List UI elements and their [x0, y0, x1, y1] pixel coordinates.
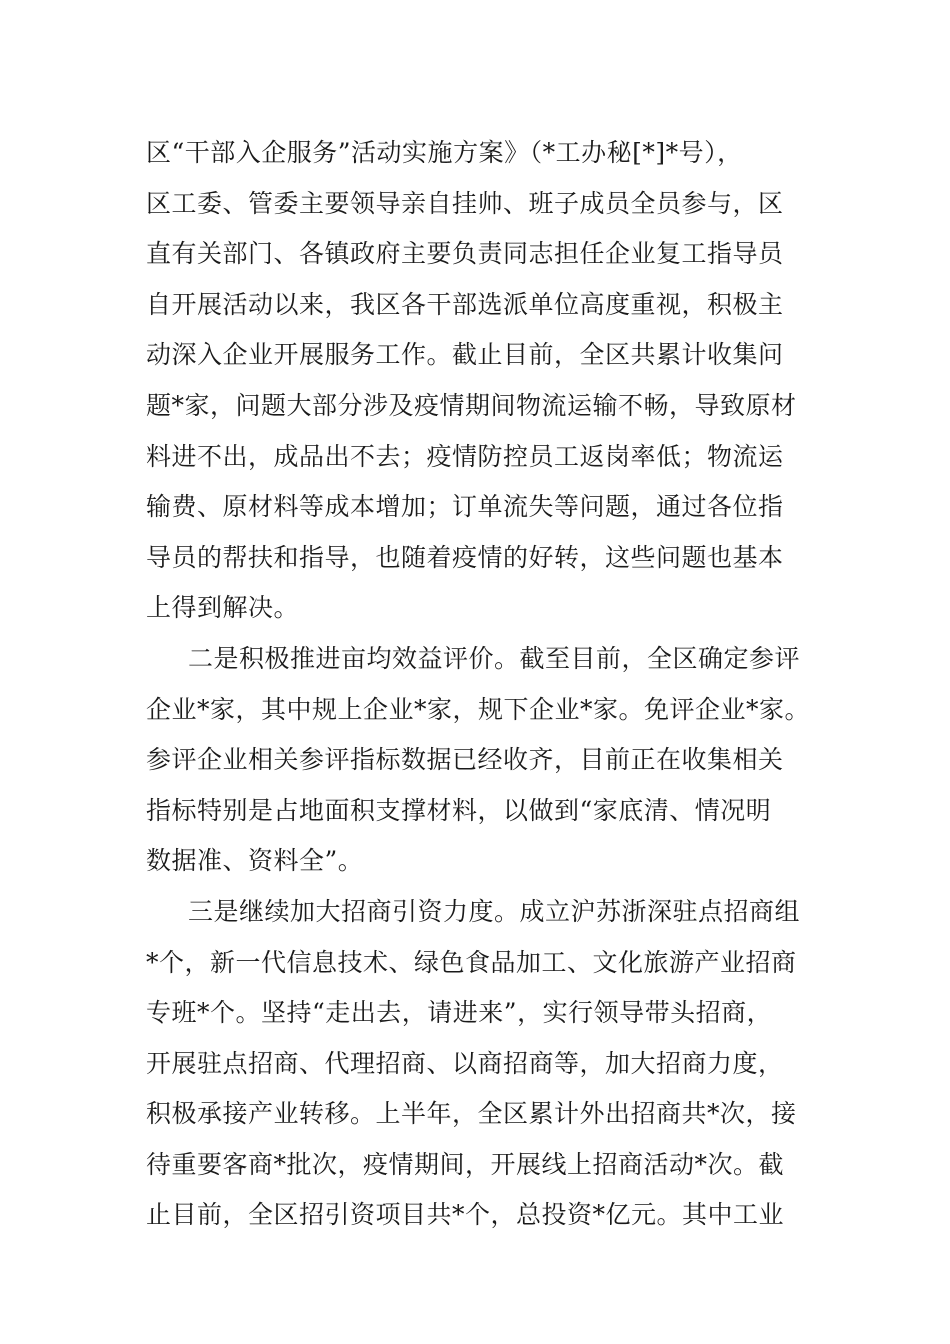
text-line: 专班*个。坚持“走出去，请进来”，实行领导带头招商，: [146, 998, 773, 1028]
text-line: 积极承接产业转移。上半年，全区累计外出招商共*次，接: [146, 1099, 797, 1129]
text-line: 待重要客商*批次，疫情期间，开展线上招商活动*次。截: [146, 1149, 785, 1179]
text-line: 自开展活动以来，我区各干部选派单位高度重视，积极主: [146, 289, 784, 319]
text-line: 参评企业相关参评指标数据已经收齐，目前正在收集相关: [146, 745, 784, 775]
text-line: 企业*家，其中规上企业*家，规下企业*家。免评企业*家。: [146, 694, 811, 724]
text-line: 上得到解决。: [146, 593, 300, 623]
text-line: 区工委、管委主要领导亲自挂帅、班子成员全员参与，区: [146, 188, 784, 218]
text-line: 止目前，全区招引资项目共*个，总投资*亿元。其中工业: [146, 1200, 785, 1230]
text-line: *个，新一代信息技术、绿色食品加工、文化旅游产业招商: [146, 947, 797, 977]
text-line: 开展驻点招商、代理招商、以商招商等，加大招商力度，: [146, 1048, 784, 1078]
text-line: 动深入企业开展服务工作。截止目前，全区共累计收集问: [146, 340, 784, 370]
text-line: 数据准、资料全”。: [146, 846, 364, 876]
body-text: [146, 128, 826, 1241]
text-line: 输费、原材料等成本增加；订单流失等问题，通过各位指: [146, 492, 784, 522]
text-line: 直有关部门、各镇政府主要负责同志担任企业复工指导员: [146, 239, 784, 269]
text-line: 题*家，问题大部分涉及疫情期间物流运输不畅，导致原材: [146, 390, 797, 420]
text-line: 导员的帮扶和指导，也随着疫情的好转，这些问题也基本: [146, 542, 784, 572]
paragraph-start-line: 三是继续加大招商引资力度。成立沪苏浙深驻点招商组: [188, 896, 801, 926]
text-line: 料进不出，成品出不去；疫情防控员工返岗率低；物流运: [146, 441, 784, 471]
paragraph-start-line: 二是积极推进亩均效益评价。截至目前，全区确定参评: [188, 643, 801, 673]
text-line: 指标特别是占地面积支撑材料，以做到“家底清、情况明: [146, 795, 772, 825]
text-line: 区“干部入企服务”活动实施方案》（*工办秘[*]*号），: [146, 138, 743, 167]
